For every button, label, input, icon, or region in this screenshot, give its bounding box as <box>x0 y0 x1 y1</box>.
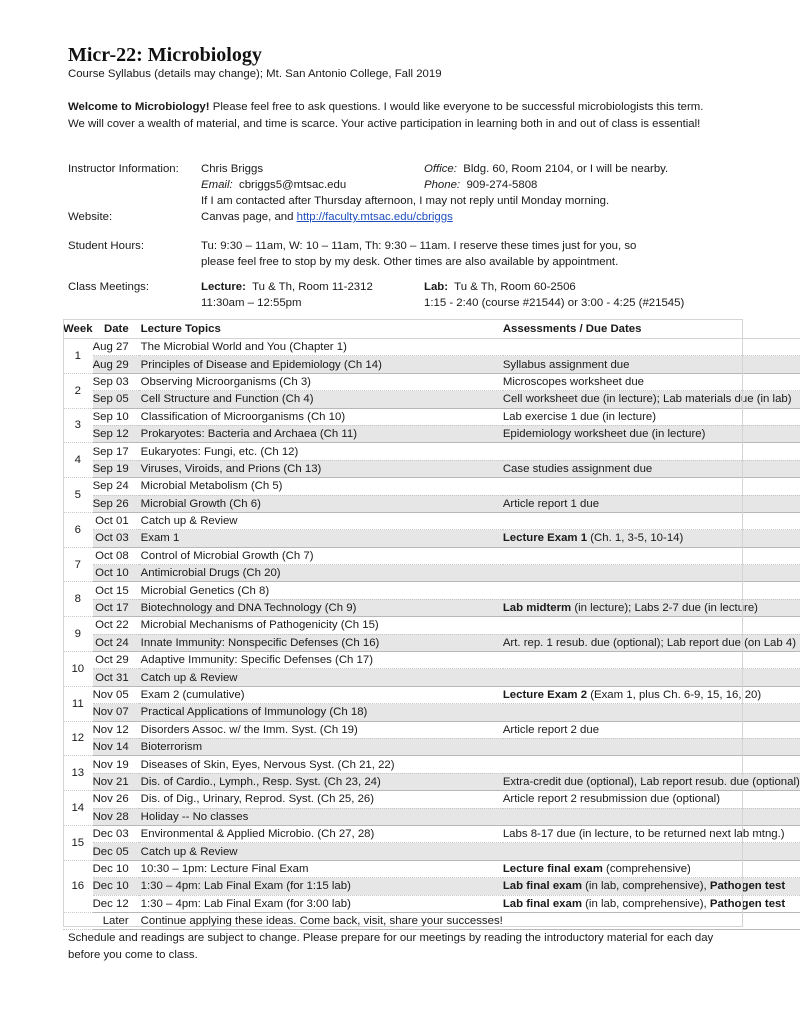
row-assessment <box>503 565 800 582</box>
row-date: Oct 29 <box>93 652 139 669</box>
row-topic: Environmental & Applied Microbio. (Ch 27, 28) <box>139 825 503 842</box>
assessment-text: (in lab, comprehensive), <box>581 897 710 910</box>
lecture-time: 11:30am – 12:55pm <box>201 297 302 309</box>
row-date: Nov 05 <box>93 686 139 703</box>
table-row <box>63 617 800 634</box>
week-number: 15 <box>63 825 93 860</box>
instructor-name: Chris Briggs <box>201 163 264 175</box>
row-assessment <box>503 460 800 477</box>
assessment-bold-extra: Pathogen test <box>709 880 786 893</box>
row-assessment <box>503 512 800 529</box>
table-row <box>63 860 800 877</box>
page-title: Micr-22: Microbiology <box>68 44 262 66</box>
assessment-text: Art. rep. 1 resub. due (optional); Lab report due (on Lab 4) <box>502 636 796 649</box>
assessment-text: Lab exercise 1 due (in lecture) <box>502 410 657 423</box>
table-row <box>63 582 800 599</box>
header-topics: Lecture Topics <box>139 319 503 339</box>
row-date: Oct 08 <box>93 547 139 564</box>
row-assessment <box>503 895 800 912</box>
header-date: Date <box>93 319 139 339</box>
week-number: 11 <box>63 686 93 721</box>
row-topic: Catch up & Review <box>139 512 503 529</box>
website-text: Canvas page, and <box>201 211 297 223</box>
week-number: 10 <box>63 652 93 687</box>
table-row <box>63 738 800 755</box>
welcome-paragraph <box>68 99 708 133</box>
table-row <box>63 478 800 495</box>
row-assessment <box>503 408 800 425</box>
week-number: 2 <box>63 373 93 408</box>
page-subtitle: Course Syllabus (details may change); Mt. San Antonio College, Fall 2019 <box>68 68 442 80</box>
row-topic: Catch up & Review <box>139 843 503 860</box>
row-date: Oct 03 <box>93 530 139 547</box>
row-date: Dec 12 <box>93 895 139 912</box>
instructor-phone <box>424 179 537 191</box>
row-topic: Cell Structure and Function (Ch 4) <box>139 391 503 408</box>
row-date: Sep 19 <box>93 460 139 477</box>
week-number: 4 <box>63 443 93 478</box>
table-row <box>63 356 800 373</box>
website-info <box>201 211 453 223</box>
row-topic: Control of Microbial Growth (Ch 7) <box>139 547 503 564</box>
row-assessment <box>503 425 800 442</box>
row-date: Sep 17 <box>93 443 139 460</box>
table-row <box>63 669 800 686</box>
row-date: Sep 05 <box>93 391 139 408</box>
table-row <box>63 895 800 912</box>
table-row <box>63 704 800 721</box>
office-value: Bldg. 60, Room 2104, or I will be nearby. <box>463 163 669 175</box>
week-number <box>63 912 93 929</box>
row-topic: Biotechnology and DNA Technology (Ch 9) <box>139 599 503 616</box>
table-row <box>63 808 800 825</box>
assessment-text: Microscopes worksheet due <box>502 375 645 388</box>
row-date: Nov 12 <box>93 721 139 738</box>
row-assessment <box>503 721 800 738</box>
row-assessment <box>503 530 800 547</box>
row-topic: Continue applying these ideas. Come back, visit, share your successes! <box>139 912 503 929</box>
table-row <box>63 565 800 582</box>
row-topic: Antimicrobial Drugs (Ch 20) <box>139 565 503 582</box>
row-assessment <box>503 478 800 495</box>
row-date: Nov 21 <box>93 773 139 790</box>
website-link[interactable]: http://faculty.mtsac.edu/cbriggs <box>296 211 453 223</box>
table-row <box>63 652 800 669</box>
table-row <box>63 825 800 842</box>
row-date: Oct 17 <box>93 599 139 616</box>
row-date: Nov 28 <box>93 808 139 825</box>
row-topic: Eukaryotes: Fungi, etc. (Ch 12) <box>139 443 503 460</box>
assessment-bold: Lab midterm <box>502 602 572 615</box>
week-number: 1 <box>63 339 93 374</box>
assessment-text: Article report 2 due <box>502 723 600 736</box>
lecture-location <box>201 281 373 293</box>
row-date: Nov 26 <box>93 791 139 808</box>
row-assessment <box>503 652 800 669</box>
row-date: Dec 10 <box>93 878 139 895</box>
row-date: Oct 31 <box>93 669 139 686</box>
row-date: Oct 10 <box>93 565 139 582</box>
row-assessment <box>503 599 800 616</box>
table-row <box>63 373 800 390</box>
assessment-bold: Lab final exam <box>502 880 582 893</box>
row-assessment <box>503 356 800 373</box>
row-topic: Microbial Metabolism (Ch 5) <box>139 478 503 495</box>
instructor-label: Instructor Information: <box>68 163 179 175</box>
row-topic: 1:30 – 4pm: Lab Final Exam (for 3:00 lab) <box>139 895 503 912</box>
lecture-where: Tu & Th, Room 11-2312 <box>252 281 373 293</box>
row-topic: Dis. of Dig., Urinary, Reprod. Syst. (Ch 25, 26) <box>139 791 503 808</box>
row-topic: Innate Immunity: Nonspecific Defenses (Ch 16) <box>139 634 503 651</box>
table-row <box>63 773 800 790</box>
table-row <box>63 634 800 651</box>
assessment-bold: Lab final exam <box>502 897 582 910</box>
week-number: 12 <box>63 721 93 756</box>
table-row <box>63 443 800 460</box>
row-date: Oct 01 <box>93 512 139 529</box>
lecture-label: Lecture: <box>201 281 246 293</box>
assessment-text: Case studies assignment due <box>502 462 653 475</box>
row-date: Sep 03 <box>93 373 139 390</box>
row-assessment <box>503 495 800 512</box>
row-date: Oct 24 <box>93 634 139 651</box>
row-assessment <box>503 825 800 842</box>
row-topic: The Microbial World and You (Chapter 1) <box>139 339 503 356</box>
row-date: Aug 29 <box>93 356 139 373</box>
row-assessment <box>503 791 800 808</box>
week-number: 14 <box>63 791 93 826</box>
row-date: Nov 14 <box>93 738 139 755</box>
week-number: 8 <box>63 582 93 617</box>
assessment-bold: Lecture Exam 1 <box>502 532 588 545</box>
email-value[interactable]: cbriggs5@mtsac.edu <box>239 179 347 191</box>
assessment-text: Labs 8-17 due (in lecture, to be returned next lab mtng.) <box>502 828 785 841</box>
row-date: Oct 15 <box>93 582 139 599</box>
lab-label: Lab: <box>424 281 449 293</box>
row-topic: Practical Applications of Immunology (Ch 18) <box>139 704 503 721</box>
website-label: Website: <box>68 211 113 223</box>
office-label: Office: <box>424 163 457 175</box>
table-row <box>63 408 800 425</box>
row-assessment <box>503 843 800 860</box>
row-assessment <box>503 547 800 564</box>
table-row <box>63 912 800 929</box>
row-date: Aug 27 <box>93 339 139 356</box>
student-hours-line1: Tu: 9:30 – 11am, W: 10 – 11am, Th: 9:30 – 11am. I reserve these times just for you, so <box>201 240 637 252</box>
instructor-note: If I am contacted after Thursday afternoon, I may not reply until Monday morning. <box>201 195 610 207</box>
row-assessment <box>503 878 800 895</box>
table-row <box>63 460 800 477</box>
row-topic: Dis. of Cardio., Lymph., Resp. Syst. (Ch 23, 24) <box>139 773 503 790</box>
table-row <box>63 495 800 512</box>
row-date: Oct 22 <box>93 617 139 634</box>
table-row <box>63 721 800 738</box>
row-topic: Bioterrorism <box>139 738 503 755</box>
row-topic: Exam 2 (cumulative) <box>139 686 503 703</box>
row-topic: 10:30 – 1pm: Lecture Final Exam <box>139 860 503 877</box>
row-assessment <box>503 756 800 773</box>
assessment-text: Cell worksheet due (in lecture); Lab materials due (in lab) <box>502 393 792 406</box>
instructor-email <box>201 179 346 191</box>
row-topic: 1:30 – 4pm: Lab Final Exam (for 1:15 lab) <box>139 878 503 895</box>
week-number: 5 <box>63 478 93 513</box>
student-hours-label: Student Hours: <box>68 240 144 252</box>
row-topic: Prokaryotes: Bacteria and Archaea (Ch 11) <box>139 425 503 442</box>
row-assessment <box>503 617 800 634</box>
table-row <box>63 686 800 703</box>
welcome-text: Please feel free to ask questions. I would like everyone to be successful microbiologists this term. We will cover a wealth of material, and time is scarce. Your active participation in learning both in and out of class is essential! <box>68 101 704 130</box>
table-row <box>63 512 800 529</box>
table-row <box>63 756 800 773</box>
row-topic: Microbial Genetics (Ch 8) <box>139 582 503 599</box>
row-assessment <box>503 634 800 651</box>
week-number: 6 <box>63 512 93 547</box>
assessment-text: (Exam 1, plus Ch. 6-9, 15, 16, 20) <box>587 689 762 701</box>
row-date: Later <box>93 912 139 929</box>
lab-location <box>424 281 576 293</box>
class-meetings-label: Class Meetings: <box>68 281 150 293</box>
footer-note: Schedule and readings are subject to change. Please prepare for our meetings by reading the introductory material for each day before you come to class. <box>68 932 714 961</box>
week-number: 16 <box>63 860 93 912</box>
assessment-text: Syllabus assignment due <box>502 358 630 371</box>
table-row <box>63 530 800 547</box>
table-row <box>63 599 800 616</box>
row-topic: Catch up & Review <box>139 669 503 686</box>
table-row <box>63 878 800 895</box>
row-assessment <box>503 808 800 825</box>
schedule-body <box>63 339 800 930</box>
phone-value: 909-274-5808 <box>466 179 538 191</box>
row-assessment <box>503 773 800 790</box>
table-row <box>63 843 800 860</box>
row-date: Dec 10 <box>93 860 139 877</box>
assessment-text: Article report 1 due <box>502 497 600 510</box>
row-topic: Microbial Growth (Ch 6) <box>139 495 503 512</box>
row-assessment <box>503 738 800 755</box>
row-topic: Adaptive Immunity: Specific Defenses (Ch 17) <box>139 652 503 669</box>
table-row <box>63 339 800 356</box>
assessment-bold-extra: Pathogen test <box>709 897 786 910</box>
row-assessment <box>503 443 800 460</box>
lab-where: Tu & Th, Room 60-2506 <box>454 281 576 293</box>
row-date: Nov 19 <box>93 756 139 773</box>
row-date: Sep 24 <box>93 478 139 495</box>
assessment-text: (in lab, comprehensive), <box>581 880 710 893</box>
row-topic: Observing Microorganisms (Ch 3) <box>139 373 503 390</box>
week-number: 3 <box>63 408 93 443</box>
header-week: Week <box>63 319 93 339</box>
row-date: Dec 05 <box>93 843 139 860</box>
assessment-text: (comprehensive) <box>602 862 691 875</box>
row-assessment <box>503 391 800 408</box>
row-assessment <box>503 339 800 356</box>
row-topic: Holiday -- No classes <box>139 808 503 825</box>
row-topic: Disorders Assoc. w/ the Imm. Syst. (Ch 19) <box>139 721 503 738</box>
week-number: 9 <box>63 617 93 652</box>
assessment-text: (Ch. 1, 3-5, 10-14) <box>587 532 684 545</box>
header-assessments: Assessments / Due Dates <box>503 319 800 339</box>
phone-label: Phone: <box>424 179 461 191</box>
row-assessment <box>503 686 800 703</box>
row-topic: Diseases of Skin, Eyes, Nervous Syst. (Ch 21, 22) <box>139 756 503 773</box>
instructor-office <box>424 163 668 175</box>
row-topic: Classification of Microorganisms (Ch 10) <box>139 408 503 425</box>
row-topic: Principles of Disease and Epidemiology (Ch 14) <box>139 356 503 373</box>
row-topic: Exam 1 <box>139 530 503 547</box>
row-topic: Viruses, Viroids, and Prions (Ch 13) <box>139 460 503 477</box>
row-date: Nov 07 <box>93 704 139 721</box>
row-assessment <box>503 912 800 929</box>
assessment-bold: Lecture final exam <box>502 862 603 875</box>
student-hours-line2: please feel free to stop by my desk. Other times are also available by appointment. <box>201 256 619 268</box>
row-assessment <box>503 582 800 599</box>
row-date: Dec 03 <box>93 825 139 842</box>
row-topic: Microbial Mechanisms of Pathogenicity (Ch 15) <box>139 617 503 634</box>
row-date: Sep 10 <box>93 408 139 425</box>
row-assessment <box>503 860 800 877</box>
table-row <box>63 391 800 408</box>
welcome-heading: Welcome to Microbiology! <box>68 101 210 113</box>
row-date: Sep 26 <box>93 495 139 512</box>
row-assessment <box>503 373 800 390</box>
assessment-text: Extra-credit due (optional), Lab report resub. due (optional) <box>502 775 800 788</box>
row-date: Sep 12 <box>93 425 139 442</box>
email-label: Email: <box>201 179 233 191</box>
assessment-text: Epidemiology worksheet due (in lecture) <box>502 428 706 441</box>
schedule-table <box>63 319 800 930</box>
lab-time: 1:15 - 2:40 (course #21544) or 3:00 - 4:25 (#21545) <box>424 297 685 309</box>
assessment-text: (in lecture); Labs 2-7 due (in lecture) <box>571 602 758 615</box>
row-assessment <box>503 704 800 721</box>
schedule-header-row <box>63 319 800 339</box>
row-assessment <box>503 669 800 686</box>
week-number: 13 <box>63 756 93 791</box>
assessment-bold: Lecture Exam 2 <box>502 689 588 701</box>
assessment-text: Article report 2 resubmission due (optional) <box>502 793 720 806</box>
table-row <box>63 547 800 564</box>
table-row <box>63 791 800 808</box>
week-number: 7 <box>63 547 93 582</box>
table-row <box>63 425 800 442</box>
